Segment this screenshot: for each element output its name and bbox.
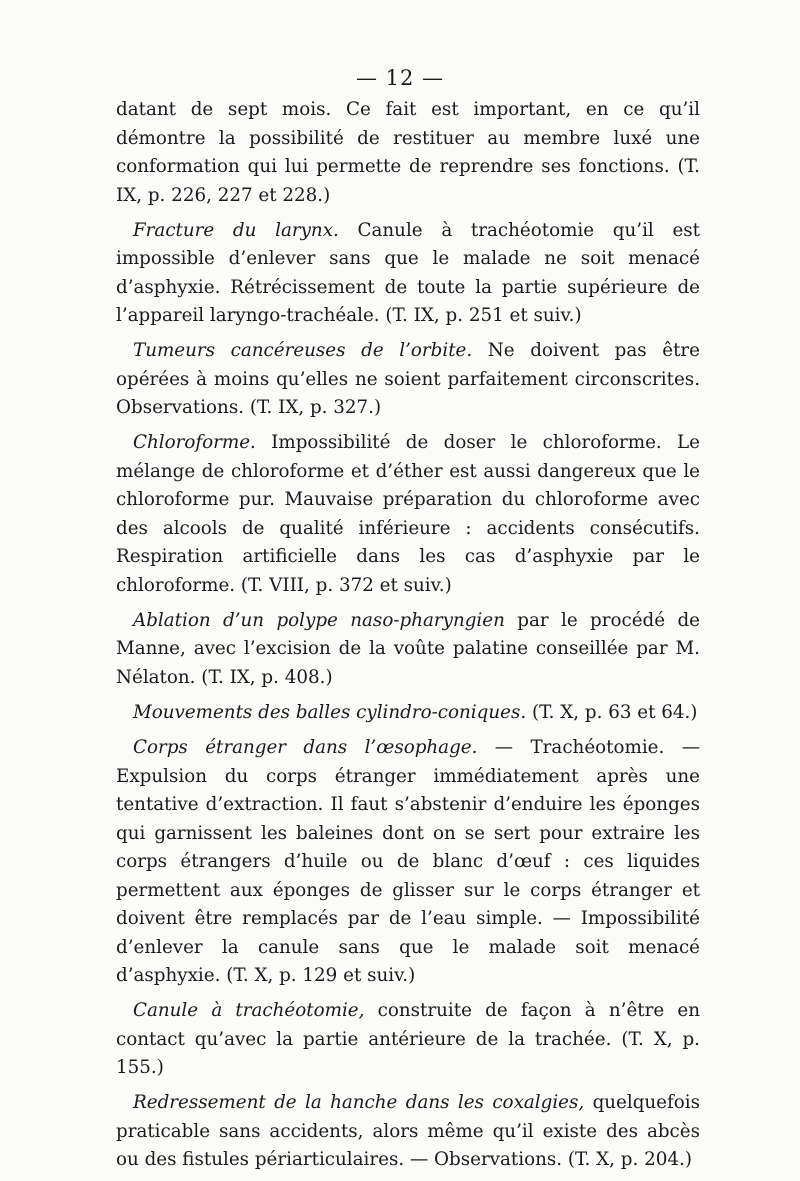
paragraph-body: — Trachéotomie. — Expulsion du corps étranger immédiatement après une tentative d’extraction. Il faut s’abstenir d’enduire les éponges qui garnissent les baleines dont on se sert pour extraire les corps étrangers d’huile ou de blanc d’œuf : ces liquides permettent aux éponges de glisser sur le corps étranger et doivent être remplacés par de l’eau simple. — Impossibilité d’enlever la canule sans que le malade soit menacé d’asphyxie. (T. X, p. 129 et suiv.) <box>116 737 700 987</box>
body-text <box>116 96 700 1181</box>
paragraph-heading: Ablation d’un polype naso-pharyngien <box>133 609 505 631</box>
paragraph-chloroforme <box>116 429 700 600</box>
paragraph-corps-etranger <box>116 734 700 991</box>
paragraph-body: Impossibilité de doser le chloroforme. Le mélange de chloroforme et d’éther est aussi dangereux que le chloroforme pur. Mauvaise préparation du chloroforme avec des alcools de qualité inférieure : accidents consécutifs. Respiration artificielle dans les cas d’asphyxie par le chloroforme. (T. VIII, p. 372 et suiv.) <box>116 432 700 596</box>
paragraph-body: Ne doivent pas être opérées à moins qu’elles ne soient parfaitement circonscrites. Observations. (T. IX, p. 327.) <box>116 340 700 419</box>
paragraph-mouvements-balles <box>116 699 700 728</box>
paragraph-heading: Canule à trachéotomie, <box>133 1000 365 1022</box>
paragraph-fracture-larynx <box>116 217 700 331</box>
paragraph-body: quelquefois praticable sans accidents, alors même qu’il existe des abcès ou des fistules périarticulaires. — Observations. (T. X, p. 204.) <box>116 1092 701 1171</box>
page-number: — 12 — <box>355 66 445 90</box>
paragraph-ablation-polype <box>116 607 700 693</box>
paragraph-body: (T. X, p. 63 et 64.) <box>526 701 698 723</box>
paragraph-heading: Tumeurs cancéreuses de l’orbite. <box>133 340 473 362</box>
paragraph-body: datant de sept mois. Ce fait est important, en ce qu’il démontre la possibilité de restituer au membre luxé une conformation qui lui permette de reprendre ses fonctions. (T. IX, p. 226, 227 et 228.) <box>116 99 700 206</box>
paragraph-body: Canule à trachéotomie qu’il est impossible d’enlever sans que le malade ne soit menacé d’asphyxie. Rétrécissement de toute la partie supérieure de l’appareil laryngo-trachéale. (T. IX, p. 251 et suiv.) <box>116 219 701 327</box>
paragraph-heading: Redressement de la hanche dans les coxalgies, <box>133 1092 585 1114</box>
paragraph-body: par le procédé de Manne, avec l’excision de la voûte palatine conseillée par M. Nélaton. (T. IX, p. 408.) <box>116 609 700 688</box>
paragraph-redressement-hanche <box>116 1089 700 1175</box>
paragraph-heading: Mouvements des balles cylindro-coniques. <box>133 701 527 723</box>
paragraph-heading: Chloroforme. <box>133 432 256 454</box>
paragraph-body: construite de façon à n’être en contact qu’avec la partie antérieure de la trachée. (T. X, p. 155.) <box>116 1000 700 1079</box>
paragraph-continuation <box>116 96 700 210</box>
paragraph-heading: Corps étranger dans l’œsophage. <box>133 737 478 759</box>
paragraph-tumeurs-orbite <box>116 337 700 423</box>
paragraph-heading: Fracture du larynx. <box>133 219 339 241</box>
